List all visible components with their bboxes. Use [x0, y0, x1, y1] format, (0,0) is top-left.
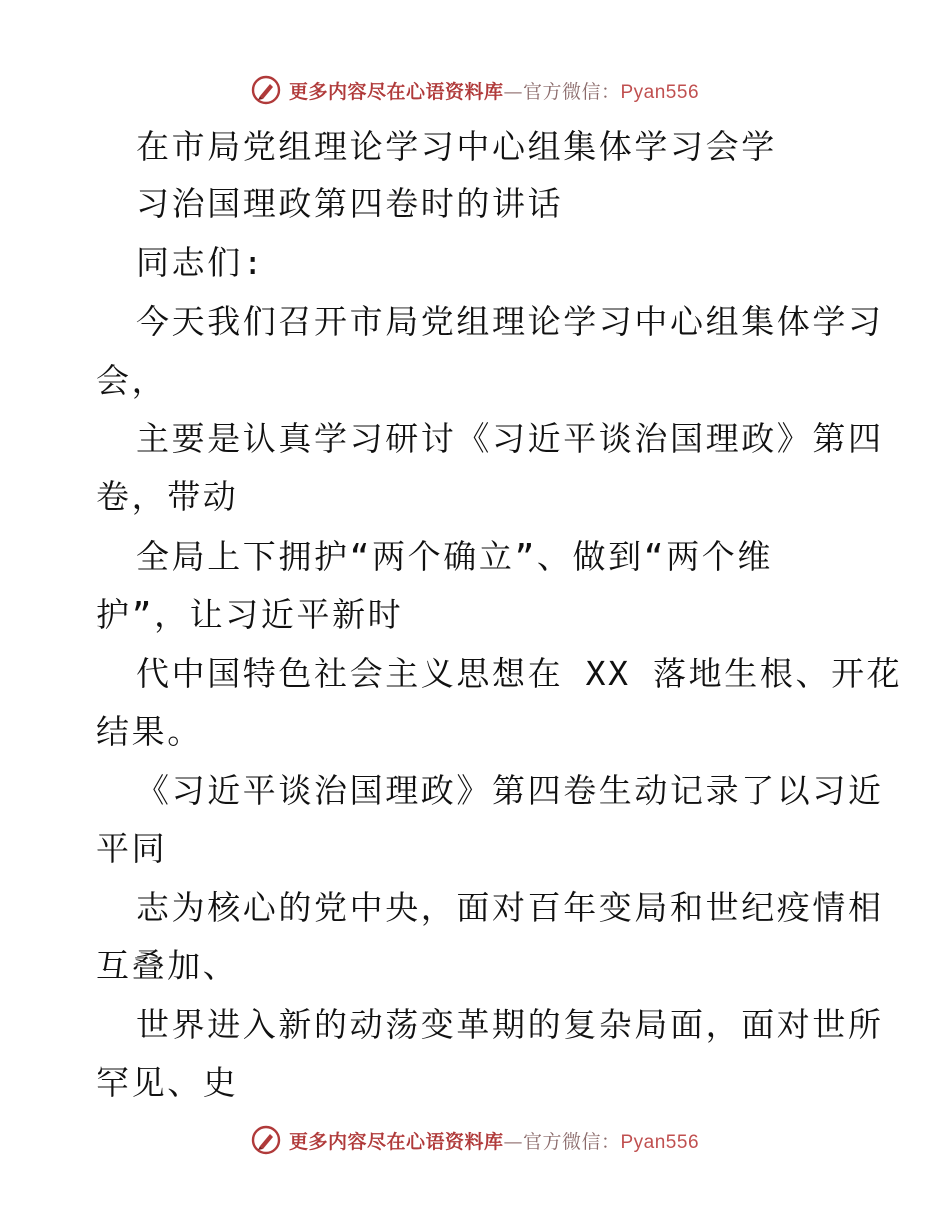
pen-logo-icon: [251, 75, 281, 105]
watermark-separator: —: [503, 80, 523, 103]
body-line: 全局上下拥护“两个确立”、做到“两个维: [136, 537, 774, 576]
footer-watermark: [0, 1120, 950, 1160]
pen-logo-icon: [251, 1125, 281, 1155]
watermark-brand: 更多内容尽在心语资料库: [288, 80, 504, 103]
header-watermark: [0, 70, 950, 110]
title-line-1: 在市局党组理论学习中心组集体学习会学: [136, 127, 777, 166]
title-line-2: 习治国理政第四卷时的讲话: [136, 184, 564, 223]
watermark-handle: Pyan556: [620, 1131, 700, 1153]
body-line: 主要是认真学习研讨《习近平谈治国理政》第四: [136, 419, 884, 458]
watermark-wechat-label: 官方微信：: [522, 1130, 621, 1153]
body-line: 结果。: [96, 712, 203, 751]
watermark-wechat-label: 官方微信：: [522, 80, 621, 103]
body-line: 会，: [96, 361, 168, 400]
watermark-brand: 更多内容尽在心语资料库: [288, 1130, 504, 1153]
body-line: 互叠加、: [96, 946, 239, 985]
body-line: 世界进入新的动荡变革期的复杂局面，面对世所: [136, 1005, 884, 1044]
body-line: 代中国特色社会主义思想在 XX 落地生根、开花: [136, 654, 903, 693]
watermark-text: [289, 77, 699, 104]
body-line: 罕见、史: [96, 1063, 239, 1102]
body-line: 平同: [96, 829, 168, 868]
body-line: 卷，带动: [96, 477, 239, 516]
salutation: 同志们:: [136, 243, 266, 282]
watermark-text: [289, 1127, 699, 1154]
watermark-handle: Pyan556: [620, 81, 700, 103]
watermark-separator: —: [503, 1130, 523, 1153]
body-line: 今天我们召开市局党组理论学习中心组集体学习: [136, 302, 884, 341]
body-line: 志为核心的党中央，面对百年变局和世纪疫情相: [136, 888, 884, 927]
body-line: 《习近平谈治国理政》第四卷生动记录了以习近: [136, 771, 884, 810]
body-line: 护”，让习近平新时: [96, 595, 404, 634]
